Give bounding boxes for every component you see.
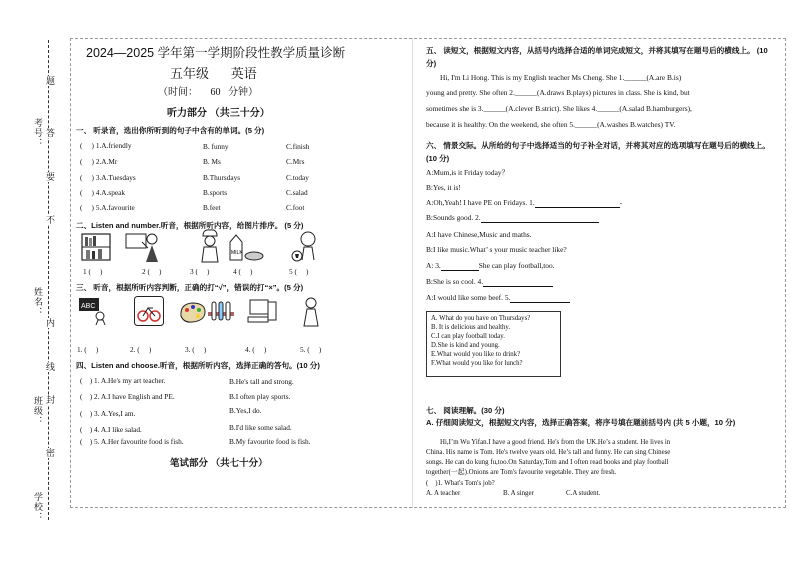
s2-label-1: 1 ( ) <box>83 267 103 276</box>
grade-subject <box>170 63 257 82</box>
s4-item-5: ( ) 5. A.Her favourite food is fish. <box>80 437 184 446</box>
s2-label-4: 4 ( ) <box>233 267 253 276</box>
s6-dialog-8: B:She is so cool. 4. <box>426 277 553 287</box>
s7-q1-a: A. A teacher <box>426 490 461 497</box>
s7-subtitle: A. 仔细阅读短文，根据短文内容，选择正确答案，将序号填在题前括号内 (共 5 小题，10 分) <box>426 418 736 427</box>
s6-dialog-4: B:Sounds good. 2. <box>426 213 599 223</box>
s1-2-b: B. Ms <box>203 157 221 166</box>
s3-label-1: 1. ( ) <box>77 345 99 354</box>
s7-passage-1: Hi,I’m Wu Yifan.I have a good friend. He's from the UK.He’s a student. He lives in <box>440 439 671 446</box>
s1-1-b: B. funny <box>203 142 229 151</box>
name-label: 姓名： <box>33 287 43 317</box>
s1-4-c: C.salad <box>286 188 308 197</box>
time-info <box>158 83 258 98</box>
s7-passage-3: songs. He can do kung fu,too.On Saturday,Tom and I often read books and play football <box>426 459 669 466</box>
s1-item-5: ( ) 5.A.favourite <box>80 203 135 212</box>
s3-label-3: 3. ( ) <box>185 345 207 354</box>
computer-picture <box>246 296 280 326</box>
number-label: 考号： <box>33 118 43 148</box>
s6-dialog-2: B:Yes, it is! <box>426 183 461 192</box>
seal-char-7: 答 <box>45 128 55 138</box>
s1-3-b: B.Thursdays <box>203 173 241 182</box>
seal-char-2: 封 <box>45 395 55 405</box>
s4-title: 四、Listen and choose.听音，根据所听内容，选择正确的答句。(10 分) <box>76 361 320 370</box>
s7-passage-4: together(一起).Onions are Tom's favourite vegetable. They are fresh. <box>426 469 617 476</box>
s5-line-3: sometimes she is 3.______(A.clever B.strict). She likes 4.______(A.salad B.hamburgers), <box>426 104 692 113</box>
s5-line-2: young and pretty. She often 2.______(A.draws B.plays) pictures in class. She is kind, but <box>426 88 690 97</box>
s4-item-4: ( ) 4. A.I like salad. <box>80 425 142 434</box>
s6-title: 六、 情景交际。从所给的句子中选择适当的句子补全对话，并将其对应的选项填写在题号后的横线上。 (10 分) <box>426 141 770 164</box>
s4-item-1: ( ) 1. A.He's my art teacher. <box>80 376 166 385</box>
seal-char-4: 内 <box>45 318 55 328</box>
s6-option-c: C.I can play football today. <box>431 332 505 340</box>
svg-text:MILK: MILK <box>231 250 243 256</box>
football-boy-picture <box>290 230 324 264</box>
s3-title: 三、 听音，根据所听内容判断，正确的打“√”，错误的打“×”。(5 分) <box>76 283 304 292</box>
s3-label-2: 2. ( ) <box>130 345 152 354</box>
s6-option-e: E.What would you like to drink? <box>431 350 521 358</box>
s1-2-c: C.Mrs <box>286 157 305 166</box>
s6-dialog-6: B:I like music.What’ s your music teacher like? <box>426 245 567 254</box>
s2-label-5: 5 ( ) <box>289 267 309 276</box>
teacher-picture <box>124 230 162 264</box>
listening-title: 听力部分 （共三十分） <box>167 108 270 119</box>
bicycle-icon <box>134 296 164 326</box>
s6-dialog-7: A: 3. She can play football,too. <box>426 261 555 270</box>
s6-dialog-9: A:I would like some beef. 5. <box>426 293 570 303</box>
s5-title: 五、 读短文，根据短文内容，从括号内选择合适的单词完成短文，并将其填写在题号后的横线上。 (10 分) <box>426 46 768 69</box>
cook-picture <box>197 228 223 264</box>
s6-option-d: D.She is kind and young. <box>431 341 500 349</box>
test-tubes-picture <box>206 298 236 326</box>
seal-char-8: 题 <box>45 76 55 86</box>
s6-option-a: A. What do you have on Thursdays? <box>431 315 531 322</box>
grade: 五年级 <box>170 66 210 81</box>
s1-item-4: ( ) 4.A.speak <box>80 188 126 197</box>
s7-title: 七、 阅读理解。(30 分) <box>426 406 505 415</box>
svg-text:ABC: ABC <box>81 303 96 310</box>
s1-3-c: C.today <box>286 173 309 182</box>
s2-title: 二、Listen and number.听音，根据所听内容，给图片排序。 (5 分) <box>76 221 304 230</box>
s6-options-box <box>426 311 561 377</box>
s1-4-b: B.sports <box>203 188 228 197</box>
school-label: 学校： <box>33 492 43 522</box>
s7-q1: ( )1. What's Tom's job? <box>426 480 495 487</box>
written-title: 笔试部分 （共七十分） <box>170 458 268 469</box>
seal-char-1: 密 <box>45 448 55 458</box>
s4-1-b: B.He's tall and strong. <box>229 377 294 386</box>
s1-item-1: ( ) 1.A.friendly <box>80 141 132 150</box>
s4-5-b: B.My favourite food is fish. <box>229 437 311 446</box>
s6-dialog-5: A:I have Chinese,Music and maths. <box>426 230 532 239</box>
s1-5-b: B.feet <box>203 203 221 212</box>
paint-palette-picture <box>178 298 208 326</box>
time-label: （时间： <box>158 87 198 98</box>
column-divider <box>412 38 413 508</box>
s1-title: 一、 听录音，选出你所听到的句子中含有的单词。(5 分) <box>76 126 265 135</box>
seal-char-5: 不 <box>45 215 55 225</box>
s4-2-b: B.I often play sports. <box>229 392 291 401</box>
s4-item-3: ( ) 3. A.Yes,I am. <box>80 409 136 418</box>
s6-option-b: B. It is delicious and healthy. <box>431 323 511 331</box>
s7-q1-c: C.A student. <box>566 490 601 497</box>
s4-4-b: B.I'd like some salad. <box>229 423 292 432</box>
s7-q1-b: B. A singer <box>503 490 534 497</box>
girl-picture <box>300 296 322 328</box>
s5-line-1: Hi, I'm Li Hong. This is my English teacher Ms Cheng. She 1.______(A.are B.is) <box>440 73 682 82</box>
s6-dialog-3: A:Oh,Yeah! I have PE on Fridays. 1. - <box>426 198 623 207</box>
exam-title: 2024—2025 学年第一学期阶段性教学质量诊断 <box>86 46 346 60</box>
s4-3-b: B.Yes,I do. <box>229 406 262 415</box>
s6-option-f: F.What would you like for lunch? <box>431 359 523 367</box>
s2-label-3: 3 ( ) <box>190 267 210 276</box>
s2-label-2: 2 ( ) <box>142 267 162 276</box>
time-value: 60 <box>210 87 221 98</box>
s1-5-c: C.foot <box>286 203 305 212</box>
s3-label-5: 5. ( ) <box>300 345 322 354</box>
s1-item-2: ( ) 2.A.Mr <box>80 157 118 166</box>
s3-label-4: 4. ( ) <box>245 345 267 354</box>
subject: 英语 <box>230 66 257 81</box>
abc-blackboard-picture <box>78 296 108 326</box>
seal-char-6: 要 <box>45 172 55 182</box>
s4-item-2: ( ) 2. A.I have English and PE. <box>80 392 175 401</box>
time-unit: 分钟） <box>228 87 258 98</box>
s1-item-3: ( ) 3.A.Tuesdays <box>80 173 136 182</box>
milk-bread-picture <box>228 232 264 262</box>
s1-1-c: C.finish <box>286 142 310 151</box>
seal-char-3: 线 <box>45 362 55 372</box>
class-label: 班级： <box>33 396 43 426</box>
s7-passage-2: China. His name is Tom. He's twelve years old. He’s tall and funny. He can sing Chinese <box>426 449 671 456</box>
bookshelf-picture <box>80 232 112 262</box>
s5-line-4: because it is healthy. On the weekend, she often 5.______(A.washes B.watches) TV. <box>426 120 676 129</box>
s6-dialog-1: A:Mum,is it Friday today？ <box>426 168 509 177</box>
